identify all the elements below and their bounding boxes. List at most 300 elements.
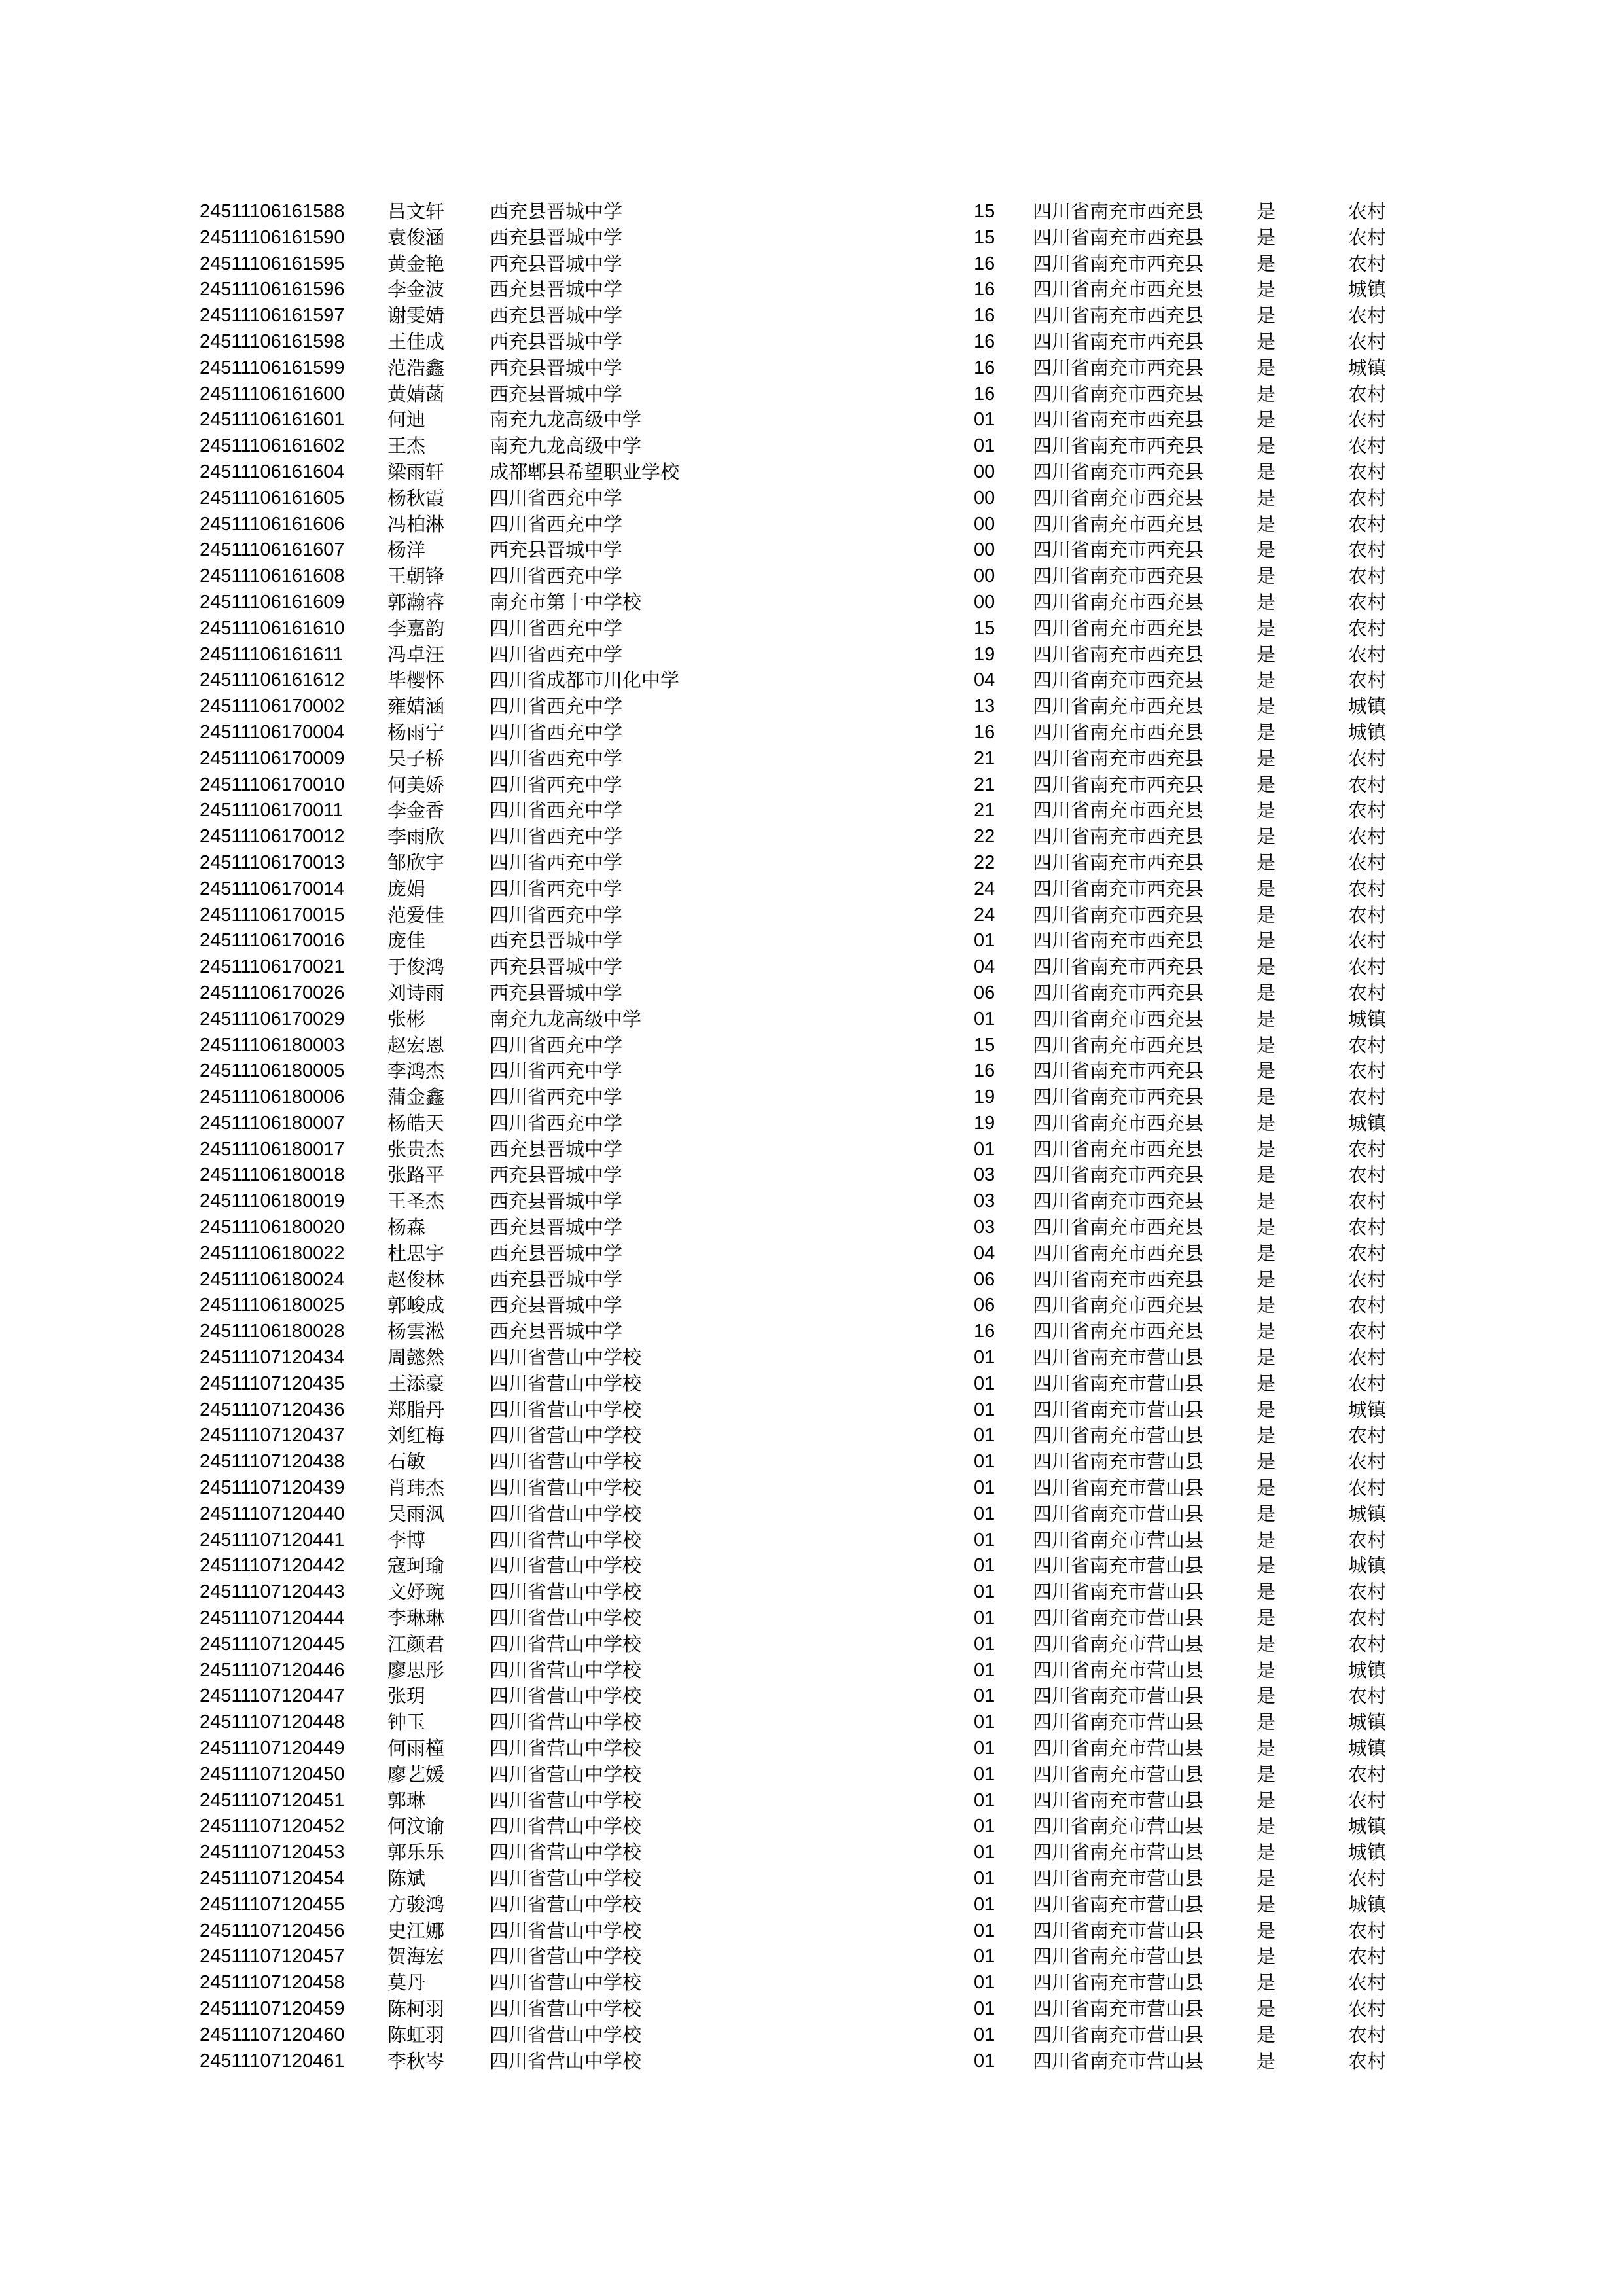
exam-number-cell: 24511106161604 [200, 461, 345, 482]
flag-cell: 是 [1257, 2023, 1276, 2046]
region-cell: 四川省南充市西充县 [1033, 460, 1204, 483]
school-cell: 西充县晋城中学 [490, 1294, 623, 1317]
flag-cell: 是 [1257, 1867, 1276, 1890]
class-code-cell: 04 [974, 1242, 995, 1264]
class-code-cell: 01 [974, 1789, 995, 1811]
student-name-cell: 廖艺媛 [387, 1763, 445, 1785]
student-name-cell: 江颜君 [387, 1632, 445, 1655]
school-cell: 四川省营山中学校 [490, 1424, 642, 1447]
student-name-cell: 黄婧菡 [387, 382, 445, 405]
exam-number-cell: 24511106161601 [200, 409, 345, 431]
region-cell: 四川省南充市营山县 [1033, 1841, 1204, 1864]
table-row [0, 980, 1623, 1007]
class-code-cell: 03 [974, 1217, 995, 1238]
flag-cell: 是 [1257, 643, 1276, 666]
school-cell: 四川省西充中学 [490, 1060, 623, 1083]
residence-type-cell: 农村 [1348, 929, 1387, 952]
class-code-cell: 04 [974, 956, 995, 978]
flag-cell: 是 [1257, 226, 1276, 249]
region-cell: 四川省南充市营山县 [1033, 1372, 1204, 1395]
exam-number-cell: 24511107120455 [200, 1893, 345, 1915]
student-name-cell: 王圣杰 [387, 1190, 445, 1213]
flag-cell: 是 [1257, 1138, 1276, 1160]
region-cell: 四川省南充市营山县 [1033, 1815, 1204, 1838]
exam-number-cell: 24511106161597 [200, 305, 345, 327]
class-code-cell: 16 [974, 331, 995, 352]
region-cell: 四川省南充市西充县 [1033, 590, 1204, 613]
table-row [0, 433, 1623, 459]
class-code-cell: 03 [974, 1191, 995, 1212]
table-row [0, 720, 1623, 746]
residence-type-cell: 农村 [1348, 1477, 1387, 1499]
table-row [0, 1501, 1623, 1528]
residence-type-cell: 城镇 [1348, 1007, 1387, 1030]
flag-cell: 是 [1257, 1450, 1276, 1473]
school-cell: 四川省营山中学校 [490, 1763, 642, 1785]
table-row [0, 1579, 1623, 1605]
exam-number-cell: 24511106161609 [200, 591, 345, 613]
residence-type-cell: 城镇 [1348, 1815, 1387, 1838]
school-cell: 西充县晋城中学 [490, 1190, 623, 1213]
school-cell: 南充九龙高级中学 [490, 435, 642, 457]
residence-type-cell: 农村 [1348, 1763, 1387, 1785]
student-name-cell: 贺海宏 [387, 1945, 445, 1968]
flag-cell: 是 [1257, 1477, 1276, 1499]
student-name-cell: 杨雲淞 [387, 1320, 445, 1343]
table-row [0, 928, 1623, 954]
residence-type-cell: 农村 [1348, 1581, 1387, 1604]
flag-cell: 是 [1257, 1060, 1276, 1083]
table-row [0, 1892, 1623, 1918]
exam-number-cell: 24511106161607 [200, 539, 345, 561]
class-code-cell: 21 [974, 800, 995, 821]
residence-type-cell: 农村 [1348, 1372, 1387, 1395]
student-name-cell: 李金波 [387, 278, 445, 301]
region-cell: 四川省南充市营山县 [1033, 1632, 1204, 1655]
flag-cell: 是 [1257, 356, 1276, 379]
flag-cell: 是 [1257, 1086, 1276, 1109]
school-cell: 四川省西充中学 [490, 825, 623, 848]
student-name-cell: 郭瀚睿 [387, 590, 445, 613]
region-cell: 四川省南充市西充县 [1033, 929, 1204, 952]
residence-type-cell: 农村 [1348, 981, 1387, 1004]
exam-number-cell: 24511107120438 [200, 1451, 345, 1473]
student-name-cell: 刘诗雨 [387, 981, 445, 1004]
table-row [0, 1553, 1623, 1579]
school-cell: 四川省西充中学 [490, 903, 623, 926]
student-name-cell: 于俊鸿 [387, 956, 445, 978]
residence-type-cell: 农村 [1348, 460, 1387, 483]
table-row [0, 512, 1623, 538]
flag-cell: 是 [1257, 304, 1276, 327]
student-name-cell: 郭琳 [387, 1789, 426, 1812]
residence-type-cell: 城镇 [1348, 721, 1387, 744]
flag-cell: 是 [1257, 486, 1276, 509]
student-name-cell: 张玥 [387, 1685, 426, 1708]
school-cell: 西充县晋城中学 [490, 981, 623, 1004]
table-row [0, 954, 1623, 980]
residence-type-cell: 农村 [1348, 1242, 1387, 1265]
school-cell: 四川省西充中学 [490, 877, 623, 900]
student-name-cell: 杨秋霞 [387, 486, 445, 509]
class-code-cell: 01 [974, 1659, 995, 1681]
residence-type-cell: 农村 [1348, 590, 1387, 613]
flag-cell: 是 [1257, 1997, 1276, 2020]
class-code-cell: 01 [974, 1633, 995, 1655]
exam-number-cell: 24511106180020 [200, 1217, 345, 1238]
school-cell: 四川省营山中学校 [490, 1893, 642, 1916]
student-name-cell: 何雨橦 [387, 1737, 445, 1760]
student-name-cell: 廖思彤 [387, 1659, 445, 1681]
table-row [0, 1762, 1623, 1788]
school-cell: 西充县晋城中学 [490, 1138, 623, 1160]
residence-type-cell: 农村 [1348, 1424, 1387, 1447]
exam-number-cell: 24511106161595 [200, 253, 345, 274]
class-code-cell: 01 [974, 435, 995, 457]
residence-type-cell: 农村 [1348, 1528, 1387, 1551]
region-cell: 四川省南充市西充县 [1033, 956, 1204, 978]
residence-type-cell: 农村 [1348, 877, 1387, 900]
student-name-cell: 袁俊涵 [387, 226, 445, 249]
residence-type-cell: 农村 [1348, 1971, 1387, 1994]
table-row [0, 746, 1623, 772]
region-cell: 四川省南充市西充县 [1033, 226, 1204, 249]
residence-type-cell: 农村 [1348, 1033, 1387, 1056]
table-row [0, 1319, 1623, 1345]
class-code-cell: 21 [974, 774, 995, 795]
table-row [0, 355, 1623, 382]
residence-type-cell: 农村 [1348, 2049, 1387, 2072]
table-row [0, 199, 1623, 225]
residence-type-cell: 农村 [1348, 825, 1387, 848]
flag-cell: 是 [1257, 1945, 1276, 1968]
region-cell: 四川省南充市西充县 [1033, 252, 1204, 275]
class-code-cell: 01 [974, 1581, 995, 1603]
exam-number-cell: 24511107120437 [200, 1425, 345, 1446]
flag-cell: 是 [1257, 1528, 1276, 1551]
region-cell: 四川省南充市西充县 [1033, 617, 1204, 639]
school-cell: 西充县晋城中学 [490, 539, 623, 562]
student-name-cell: 寇珂瑜 [387, 1554, 445, 1577]
residence-type-cell: 农村 [1348, 1190, 1387, 1213]
residence-type-cell: 农村 [1348, 1216, 1387, 1239]
table-row [0, 1007, 1623, 1033]
table-row [0, 590, 1623, 616]
student-name-cell: 梁雨轩 [387, 460, 445, 483]
exam-number-cell: 24511106161605 [200, 487, 345, 509]
school-cell: 西充县晋城中学 [490, 382, 623, 405]
flag-cell: 是 [1257, 825, 1276, 848]
region-cell: 四川省南充市西充县 [1033, 773, 1204, 796]
school-cell: 南充市第十中学校 [490, 590, 642, 613]
region-cell: 四川省南充市营山县 [1033, 1450, 1204, 1473]
flag-cell: 是 [1257, 565, 1276, 588]
flag-cell: 是 [1257, 512, 1276, 535]
exam-number-cell: 24511106170013 [200, 852, 345, 873]
exam-number-cell: 24511107120454 [200, 1868, 345, 1889]
flag-cell: 是 [1257, 877, 1276, 900]
class-code-cell: 01 [974, 1347, 995, 1369]
exam-number-cell: 24511106161599 [200, 357, 345, 378]
flag-cell: 是 [1257, 1320, 1276, 1343]
flag-cell: 是 [1257, 1268, 1276, 1291]
class-code-cell: 01 [974, 1477, 995, 1499]
student-name-cell: 毕樱怀 [387, 669, 445, 692]
exam-number-cell: 24511107120450 [200, 1763, 345, 1785]
exam-number-cell: 24511106161598 [200, 331, 345, 352]
flag-cell: 是 [1257, 851, 1276, 874]
residence-type-cell: 农村 [1348, 851, 1387, 874]
class-code-cell: 21 [974, 747, 995, 769]
school-cell: 四川省营山中学校 [490, 1841, 642, 1864]
exam-number-cell: 24511107120436 [200, 1399, 345, 1420]
student-name-cell: 王杰 [387, 435, 426, 457]
region-cell: 四川省南充市西充县 [1033, 1060, 1204, 1083]
school-cell: 西充县晋城中学 [490, 252, 623, 275]
table-row [0, 1736, 1623, 1762]
flag-cell: 是 [1257, 1502, 1276, 1525]
region-cell: 四川省南充市西充县 [1033, 695, 1204, 718]
exam-number-cell: 24511107120442 [200, 1555, 345, 1577]
flag-cell: 是 [1257, 200, 1276, 223]
exam-number-cell: 24511106180005 [200, 1060, 345, 1082]
residence-type-cell: 农村 [1348, 669, 1387, 692]
residence-type-cell: 农村 [1348, 1997, 1387, 2020]
class-code-cell: 01 [974, 1893, 995, 1915]
table-row [0, 1840, 1623, 1866]
residence-type-cell: 农村 [1348, 1867, 1387, 1890]
student-name-cell: 黄金艳 [387, 252, 445, 275]
region-cell: 四川省南充市西充县 [1033, 1216, 1204, 1239]
flag-cell: 是 [1257, 1164, 1276, 1187]
student-name-cell: 张贵杰 [387, 1138, 445, 1160]
student-name-cell: 刘红梅 [387, 1424, 445, 1447]
school-cell: 四川省营山中学校 [490, 1477, 642, 1499]
exam-number-cell: 24511107120456 [200, 1920, 345, 1941]
school-cell: 四川省营山中学校 [490, 1372, 642, 1395]
student-name-cell: 李嘉韵 [387, 617, 445, 639]
student-name-cell: 杜思宇 [387, 1242, 445, 1265]
student-name-cell: 莫丹 [387, 1971, 426, 1994]
student-name-cell: 方骏鸿 [387, 1893, 445, 1916]
table-row [0, 1371, 1623, 1397]
student-name-cell: 郑脂丹 [387, 1398, 445, 1421]
region-cell: 四川省南充市西充县 [1033, 1190, 1204, 1213]
table-row [0, 1605, 1623, 1632]
residence-type-cell: 城镇 [1348, 356, 1387, 379]
exam-number-cell: 24511107120460 [200, 2024, 345, 2045]
table-row [0, 564, 1623, 590]
class-code-cell: 00 [974, 591, 995, 613]
region-cell: 四川省南充市西充县 [1033, 1164, 1204, 1187]
student-name-cell: 史江娜 [387, 1919, 445, 1942]
exam-number-cell: 24511106170012 [200, 826, 345, 848]
school-cell: 西充县晋城中学 [490, 304, 623, 327]
flag-cell: 是 [1257, 1007, 1276, 1030]
school-cell: 西充县晋城中学 [490, 226, 623, 249]
exam-number-cell: 24511107120443 [200, 1581, 345, 1603]
class-code-cell: 01 [974, 1399, 995, 1420]
region-cell: 四川省南充市营山县 [1033, 1528, 1204, 1551]
flag-cell: 是 [1257, 435, 1276, 457]
flag-cell: 是 [1257, 1424, 1276, 1447]
residence-type-cell: 城镇 [1348, 1554, 1387, 1577]
flag-cell: 是 [1257, 1581, 1276, 1604]
class-code-cell: 01 [974, 2024, 995, 2045]
region-cell: 四川省南充市西充县 [1033, 825, 1204, 848]
table-row [0, 1814, 1623, 1840]
region-cell: 四川省南充市营山县 [1033, 1346, 1204, 1369]
flag-cell: 是 [1257, 695, 1276, 718]
school-cell: 四川省营山中学校 [490, 1867, 642, 1890]
residence-type-cell: 城镇 [1348, 1502, 1387, 1525]
flag-cell: 是 [1257, 1659, 1276, 1681]
class-code-cell: 19 [974, 643, 995, 665]
school-cell: 四川省营山中学校 [490, 2049, 642, 2072]
flag-cell: 是 [1257, 1711, 1276, 1734]
region-cell: 四川省南充市营山县 [1033, 1737, 1204, 1760]
region-cell: 四川省南充市西充县 [1033, 1242, 1204, 1265]
school-cell: 四川省营山中学校 [490, 1398, 642, 1421]
student-name-cell: 蒲金鑫 [387, 1086, 445, 1109]
exam-number-cell: 24511106180018 [200, 1164, 345, 1186]
school-cell: 西充县晋城中学 [490, 200, 623, 223]
exam-number-cell: 24511106161606 [200, 513, 345, 535]
exam-number-cell: 24511106170029 [200, 1008, 345, 1030]
table-row [0, 486, 1623, 512]
residence-type-cell: 农村 [1348, 1346, 1387, 1369]
class-code-cell: 01 [974, 1763, 995, 1785]
school-cell: 西充县晋城中学 [490, 356, 623, 379]
school-cell: 四川省西充中学 [490, 565, 623, 588]
region-cell: 四川省南充市营山县 [1033, 1554, 1204, 1577]
flag-cell: 是 [1257, 903, 1276, 926]
class-code-cell: 19 [974, 1086, 995, 1108]
exam-number-cell: 24511107120445 [200, 1633, 345, 1655]
class-code-cell: 16 [974, 305, 995, 327]
flag-cell: 是 [1257, 1737, 1276, 1760]
region-cell: 四川省南充市营山县 [1033, 1763, 1204, 1785]
student-name-cell: 冯柏淋 [387, 512, 445, 535]
table-row [0, 407, 1623, 433]
student-name-cell: 赵宏恩 [387, 1033, 445, 1056]
table-row [0, 1970, 1623, 1996]
class-code-cell: 00 [974, 487, 995, 509]
class-code-cell: 06 [974, 982, 995, 1003]
exam-number-cell: 24511107120446 [200, 1659, 345, 1681]
student-name-cell: 杨森 [387, 1216, 426, 1239]
residence-type-cell: 农村 [1348, 539, 1387, 562]
school-cell: 西充县晋城中学 [490, 1320, 623, 1343]
school-cell: 四川省西充中学 [490, 773, 623, 796]
table-row [0, 1241, 1623, 1267]
school-cell: 西充县晋城中学 [490, 1216, 623, 1239]
table-row [0, 1996, 1623, 2022]
student-name-cell: 雍婧涵 [387, 695, 445, 718]
school-cell: 四川省西充中学 [490, 721, 623, 744]
residence-type-cell: 农村 [1348, 565, 1387, 588]
residence-type-cell: 农村 [1348, 1945, 1387, 1968]
flag-cell: 是 [1257, 2049, 1276, 2072]
exam-number-cell: 24511106180006 [200, 1086, 345, 1108]
flag-cell: 是 [1257, 1815, 1276, 1838]
residence-type-cell: 城镇 [1348, 1659, 1387, 1681]
flag-cell: 是 [1257, 1216, 1276, 1239]
table-row [0, 1475, 1623, 1501]
table-row [0, 1137, 1623, 1163]
school-cell: 四川省西充中学 [490, 512, 623, 535]
exam-number-cell: 24511107120451 [200, 1789, 345, 1811]
exam-number-cell: 24511106170002 [200, 696, 345, 717]
student-name-cell: 冯卓汪 [387, 643, 445, 666]
exam-number-cell: 24511107120447 [200, 1685, 345, 1707]
residence-type-cell: 农村 [1348, 1138, 1387, 1160]
residence-type-cell: 农村 [1348, 1632, 1387, 1655]
region-cell: 四川省南充市营山县 [1033, 1477, 1204, 1499]
region-cell: 四川省南充市营山县 [1033, 1945, 1204, 1968]
exam-number-cell: 24511106170015 [200, 904, 345, 925]
school-cell: 西充县晋城中学 [490, 1268, 623, 1291]
school-cell: 四川省营山中学校 [490, 1737, 642, 1760]
residence-type-cell: 农村 [1348, 1164, 1387, 1187]
region-cell: 四川省南充市西充县 [1033, 304, 1204, 327]
class-code-cell: 22 [974, 826, 995, 848]
exam-number-cell: 24511106170021 [200, 956, 345, 978]
region-cell: 四川省南充市西充县 [1033, 435, 1204, 457]
table-row [0, 1293, 1623, 1319]
table-row [0, 225, 1623, 251]
student-name-cell: 赵俊林 [387, 1268, 445, 1291]
school-cell: 四川省营山中学校 [490, 1685, 642, 1708]
student-name-cell: 李琳琳 [387, 1607, 445, 1630]
table-row [0, 1111, 1623, 1137]
exam-number-cell: 24511106161600 [200, 383, 345, 404]
class-code-cell: 01 [974, 1607, 995, 1629]
exam-number-cell: 24511106161610 [200, 617, 345, 639]
table-row [0, 382, 1623, 408]
flag-cell: 是 [1257, 382, 1276, 405]
student-name-cell: 李秋岑 [387, 2049, 445, 2072]
table-row [0, 2049, 1623, 2075]
flag-cell: 是 [1257, 408, 1276, 431]
flag-cell: 是 [1257, 799, 1276, 822]
school-cell: 四川省营山中学校 [490, 1789, 642, 1812]
school-cell: 四川省西充中学 [490, 695, 623, 718]
class-code-cell: 16 [974, 357, 995, 378]
school-cell: 四川省西充中学 [490, 747, 623, 770]
school-cell: 四川省营山中学校 [490, 1528, 642, 1551]
class-code-cell: 00 [974, 513, 995, 535]
table-row [0, 251, 1623, 278]
residence-type-cell: 农村 [1348, 1294, 1387, 1317]
class-code-cell: 16 [974, 279, 995, 300]
table-row [0, 329, 1623, 355]
region-cell: 四川省南充市营山县 [1033, 1685, 1204, 1708]
school-cell: 四川省西充中学 [490, 1111, 623, 1134]
exam-number-cell: 24511107120448 [200, 1712, 345, 1733]
table-row [0, 798, 1623, 824]
region-cell: 四川省南充市西充县 [1033, 643, 1204, 666]
school-cell: 四川省营山中学校 [490, 1815, 642, 1838]
exam-number-cell: 24511106180025 [200, 1295, 345, 1316]
table-row [0, 1267, 1623, 1293]
student-name-cell: 李博 [387, 1528, 426, 1551]
table-row [0, 1423, 1623, 1449]
class-code-cell: 15 [974, 617, 995, 639]
exam-number-cell: 24511106180022 [200, 1242, 345, 1264]
flag-cell: 是 [1257, 617, 1276, 639]
class-code-cell: 24 [974, 878, 995, 899]
